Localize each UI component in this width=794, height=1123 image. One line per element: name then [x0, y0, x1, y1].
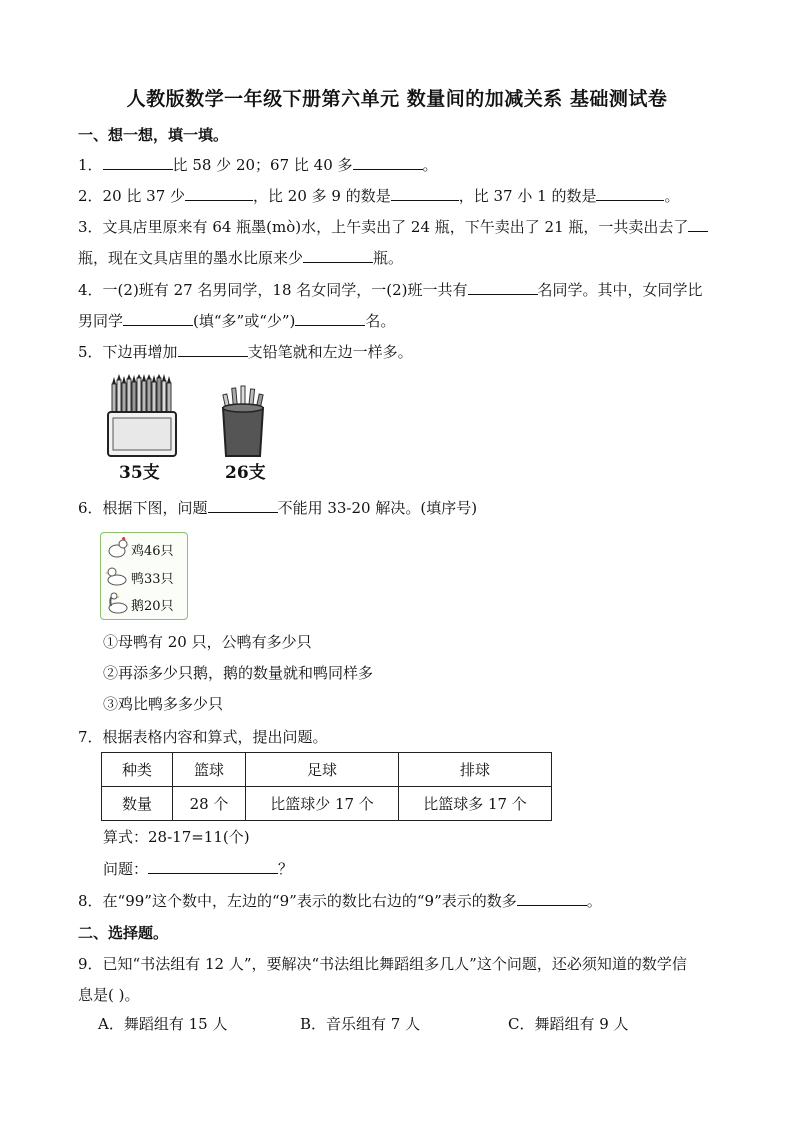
question-text: 一(2)班有 27 名男同学，18 名女同学，一(2)班一共有: [102, 281, 468, 299]
table-header-cell: 足球: [246, 753, 399, 787]
question-number: 4．: [78, 281, 103, 299]
question-9: [78, 953, 687, 975]
question-5: [78, 341, 413, 363]
answer-blank[interactable]: [123, 310, 193, 326]
table-cell: 比篮球少 17 个: [246, 787, 399, 821]
question-2: [78, 185, 679, 207]
question-text: 瓶，现在文具店里的墨水比原来少: [78, 249, 304, 267]
answer-blank[interactable]: [688, 216, 708, 232]
question-6: [78, 497, 477, 519]
question-text: 已知“书法组有 12 人”，要解决“书法组比舞蹈组多几人”这个问题，还必须知道的数学信: [102, 955, 687, 973]
table-cell: 28 个: [173, 787, 246, 821]
question-number: 7．: [78, 728, 103, 746]
section-choice-heading: 二、选择题。: [78, 924, 169, 942]
answer-blank[interactable]: [353, 154, 423, 170]
table-row: [102, 787, 552, 821]
question-text: 比 58 少 20；67 比 40 多: [172, 156, 353, 174]
table-header-cell: 篮球: [173, 753, 246, 787]
question-text: ？: [278, 860, 294, 878]
question-text: 20 比 37 少: [102, 187, 186, 205]
question-text: 。: [422, 156, 438, 174]
question-number: 2．: [78, 187, 103, 205]
answer-blank[interactable]: [178, 341, 248, 357]
question-number: 8．: [78, 892, 103, 910]
question-text: 名同学。其中，女同学比: [537, 281, 703, 299]
question-label: 问题：: [103, 860, 149, 878]
table-row: [102, 753, 552, 787]
pencil-box-left-icon: [105, 374, 180, 458]
question-text: 不能用 33-20 解决。(填序号): [277, 499, 478, 517]
table-cell: 数量: [102, 787, 173, 821]
answer-blank[interactable]: [391, 185, 459, 201]
question-text: 瓶。: [373, 249, 404, 267]
answer-blank[interactable]: [148, 858, 278, 874]
question-3-line-2: [78, 247, 403, 269]
answer-blank[interactable]: [295, 310, 365, 326]
question-text: 根据表格内容和算式，提出问题。: [102, 728, 328, 746]
question-text: 文具店里原来有 64 瓶墨(mò)水，上午卖出了 24 瓶，下午卖出了 21 瓶，一共卖出去了: [102, 218, 689, 236]
question-text: 。: [664, 187, 680, 205]
question-1: [78, 154, 438, 176]
q9-option-c[interactable]: C．舞蹈组有 9 人: [508, 1015, 629, 1033]
question-number: 3．: [78, 218, 103, 236]
q9-option-a[interactable]: A．舞蹈组有 15 人: [98, 1015, 228, 1033]
question-8: [78, 890, 602, 912]
duck-icon: [105, 565, 129, 587]
q6-option-2: ②再添多少只鹅，鹅的数量就和鸭同样多: [103, 664, 374, 682]
legend-chicken-label: 鸡46只: [131, 544, 174, 559]
answer-blank[interactable]: [185, 185, 253, 201]
question-text: ，比 20 多 9 的数是: [253, 187, 391, 205]
question-text: 在“99”这个数中，左边的“9”表示的数比右边的“9”表示的数多: [102, 892, 517, 910]
question-4-line-2: [78, 310, 395, 332]
answer-blank[interactable]: [208, 497, 278, 513]
page-title: 人教版数学一年级下册第六单元 数量间的加减关系 基础测试卷: [126, 88, 668, 110]
answer-blank[interactable]: [468, 279, 538, 295]
question-text: 名。: [365, 312, 396, 330]
chicken-icon: [105, 537, 129, 559]
question-text: 根据下图，问题: [102, 499, 208, 517]
table-header-cell: 种类: [102, 753, 173, 787]
question-text: 男同学: [78, 312, 124, 330]
pencil-count-right: 26支: [225, 463, 266, 483]
question-7: [78, 726, 328, 748]
goose-icon: [105, 592, 129, 614]
question-9-line-2: 息是( )。: [78, 986, 140, 1004]
question-4: [78, 279, 703, 301]
ball-count-table: [101, 752, 552, 821]
table-cell: 比篮球多 17 个: [399, 787, 552, 821]
animal-count-card: [100, 532, 188, 620]
answer-blank[interactable]: [596, 185, 664, 201]
q6-option-3: ③鸡比鸭多多少只: [103, 695, 224, 713]
q9-option-b[interactable]: B．音乐组有 7 人: [300, 1015, 421, 1033]
question-number: 1．: [78, 156, 103, 174]
question-number: 5．: [78, 343, 103, 361]
question-text: ，比 37 小 1 的数是: [458, 187, 597, 205]
question-number: 9．: [78, 955, 103, 973]
legend-duck-label: 鸭33只: [131, 572, 174, 587]
answer-blank[interactable]: [303, 247, 373, 263]
section-fill-in-heading: 一、想一想，填一填。: [78, 126, 229, 144]
question-text: 。: [586, 892, 602, 910]
q7-question-line: [103, 858, 293, 880]
legend-goose-label: 鹅20只: [131, 599, 174, 614]
answer-blank[interactable]: [103, 154, 173, 170]
question-text: 下边再增加: [102, 343, 178, 361]
question-number: 6．: [78, 499, 103, 517]
question-3: [78, 216, 708, 238]
q7-formula: 算式：28-17=11(个): [103, 828, 250, 846]
question-text: 支铅笔就和左边一样多。: [247, 343, 413, 361]
answer-blank[interactable]: [517, 890, 587, 906]
table-header-cell: 排球: [399, 753, 552, 787]
pencil-cup-right-icon: [218, 384, 268, 459]
question-text: (填“多”或“少”): [193, 312, 296, 330]
q6-option-1: ①母鸭有 20 只，公鸭有多少只: [103, 633, 312, 651]
pencil-count-left: 35支: [119, 463, 160, 483]
